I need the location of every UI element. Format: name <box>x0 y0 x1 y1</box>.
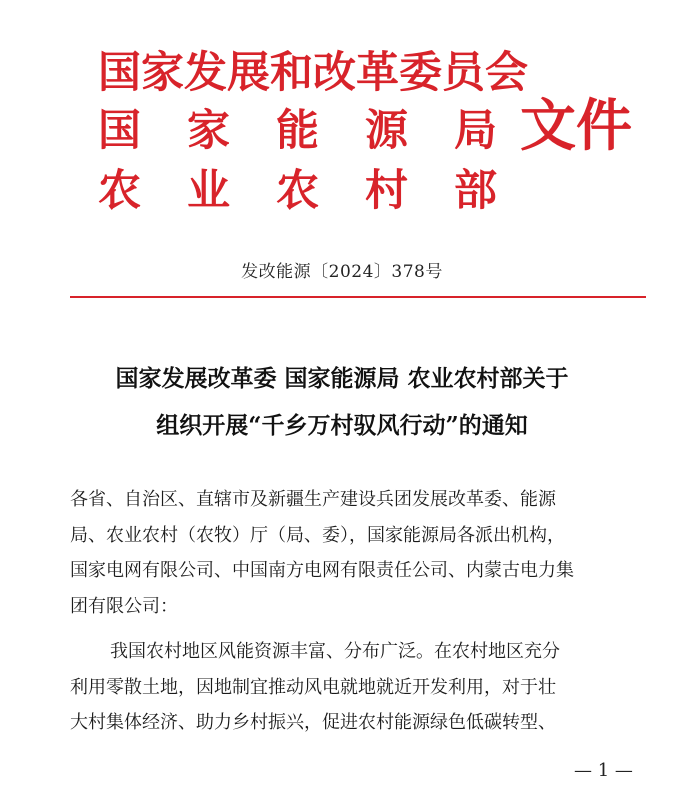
page-number: — 1 — <box>574 760 633 781</box>
document-number: 发改能源〔2024〕378号 <box>241 262 443 282</box>
recipients-line: 各省、自治区、直辖市及新疆生产建设兵团发展改革委、能源 <box>70 489 556 510</box>
recipients-block <box>70 482 656 624</box>
letterhead-issuer-moa: 农业农村部 <box>98 166 543 216</box>
paragraph-1 <box>70 634 656 741</box>
letterhead-issuer-nea: 国家能源局 <box>98 106 543 156</box>
recipients-line: 团有限公司： <box>70 595 178 617</box>
document-title-line-1: 国家发展改革委 国家能源局 农业农村部关于 <box>115 365 569 392</box>
red-separator-line <box>70 296 646 298</box>
letterhead-issuer-ndrc: 国家发展和改革委员会 <box>98 48 528 98</box>
recipients-line: 国家电网有限公司、中国南方电网有限责任公司、内蒙古电力集 <box>70 560 574 582</box>
letterhead-suffix: 文件 <box>520 93 632 159</box>
paragraph-line: 利用零散土地，因地制宜推动风电就地就近开发利用，对于壮 <box>70 676 556 698</box>
paragraph-line: 我国农村地区风能资源丰富、分布广泛。在农村地区充分 <box>110 641 560 662</box>
paragraph-line: 大村集体经济、助力乡村振兴，促进农村能源绿色低碳转型、 <box>70 712 556 734</box>
recipients-line: 局、农业农村（农牧）厅（局、委），国家能源局各派出机构， <box>70 524 565 546</box>
document-title-line-2: 组织开展“千乡万村驭风行动”的通知 <box>156 412 528 439</box>
